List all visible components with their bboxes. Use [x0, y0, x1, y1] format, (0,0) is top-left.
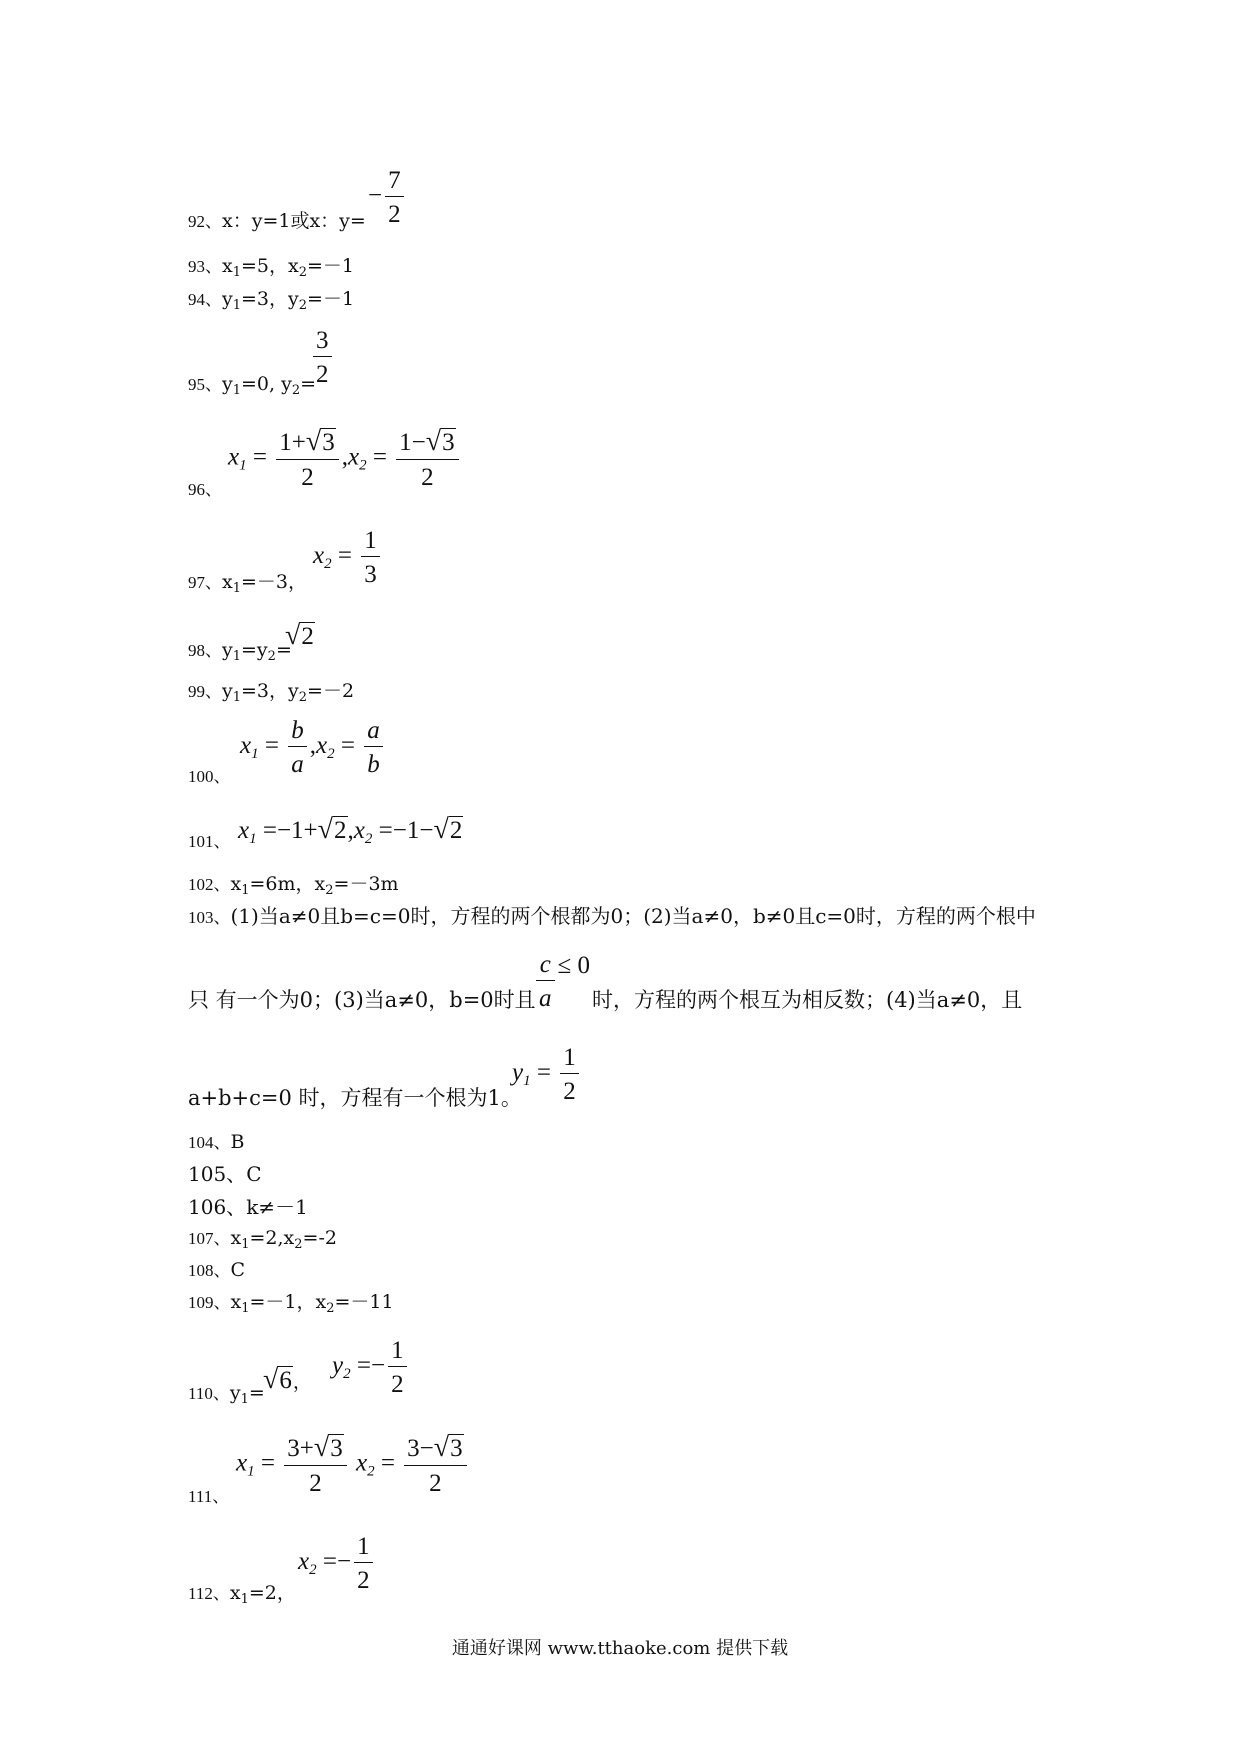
answer-98-radical: √2	[285, 620, 314, 651]
answer-94: 94、$y_1=3$，$y_2=-1$	[188, 288, 355, 313]
answer-103-line3: a+b+c=0 时，方程有一个根为1。	[188, 1086, 522, 1110]
answer-111: 111、	[188, 1487, 230, 1506]
answer-97-formula: $x_2$ = $\frac{1}{3}$	[313, 528, 383, 587]
answer-112: 112、$x_1=2$，	[188, 1582, 296, 1607]
answer-110-formula: $y_2$ =− $\frac{1}{2}$	[332, 1338, 410, 1397]
answer-92-fraction: − $\frac{7}{2}$	[368, 168, 407, 227]
answer-105: 105、C	[188, 1162, 262, 1186]
page-footer: 通通好课网 www.tthaoke.com 提供下载	[451, 1638, 789, 1659]
answer-103-line2b: 时，方程的两个根互为相反数；(4)当a≠0，且	[592, 988, 1023, 1012]
answer-107: 107、$x_1=2,x_2=-2$	[188, 1227, 337, 1252]
answer-93: 93、$x_1=5$，$x_2=-1$	[188, 255, 355, 280]
answer-98: 98、$y_1=y_2=$	[188, 639, 292, 664]
answer-103-line1: 103、(1)当a≠0且b=c=0时，方程的两个根都为0；(2)当a≠0，b≠0且c=0时，方程的两个根中	[188, 904, 1036, 928]
answer-103-formula: $y_1$ = $\frac{1}{2}$	[512, 1045, 582, 1104]
answer-97: 97、$x_1=-3$，	[188, 571, 308, 596]
answer-101: 101、	[188, 832, 231, 851]
answer-100: 100、	[188, 767, 231, 786]
answer-111-formula: $x_1$ = $\frac{3+√3}{2}$ $x_2$ = $\frac{3-√3}{2}$	[236, 1434, 470, 1496]
answer-104: 104、B	[188, 1131, 245, 1153]
answer-99: 99、$y_1=3$，$y_2=-2$	[188, 680, 355, 705]
answer-100-formula: $x_1$ = $\frac{b}{a}$ $,x_2$ = $\frac{a}{b}$	[240, 718, 386, 777]
answer-102: 102、$x_1=6m$，$x_2=-3m$	[188, 873, 399, 898]
item-number: 92、	[188, 212, 222, 231]
answer-110-radical: √6，	[263, 1364, 312, 1395]
answer-109: 109、$x_1=-1$，$x_2=-11$	[188, 1291, 394, 1316]
answer-92	[188, 212, 366, 231]
answer-95: 95、$y_1=0$, $y_2=$	[188, 373, 317, 398]
answer-95-fraction: $\frac{3}{2}$	[310, 328, 335, 387]
answer-103-condition: $\frac{c}{a}$ ≤ 0	[533, 952, 590, 1011]
answer-108: 108、C	[188, 1259, 246, 1281]
answer-text: x：y=1或x：y=	[222, 210, 366, 232]
answer-103-line2a: 只 有一个为0；(3)当a≠0，b=0时且	[188, 988, 536, 1012]
answer-96: 96、	[188, 480, 222, 499]
answer-96-formula: $x_1$ = $\frac{1+√3}{2}$ $,x_2$ = $\frac{1-√3}{2}$	[228, 428, 462, 490]
answer-112-formula: $x_2$ =− $\frac{1}{2}$	[298, 1534, 376, 1593]
answer-101-formula: $x_1 =-1+√2,x_2 =-1-√2$	[238, 814, 463, 847]
answer-110: 110、$y_1=$	[188, 1382, 265, 1407]
answer-106: 106、k≠－1	[188, 1195, 308, 1219]
